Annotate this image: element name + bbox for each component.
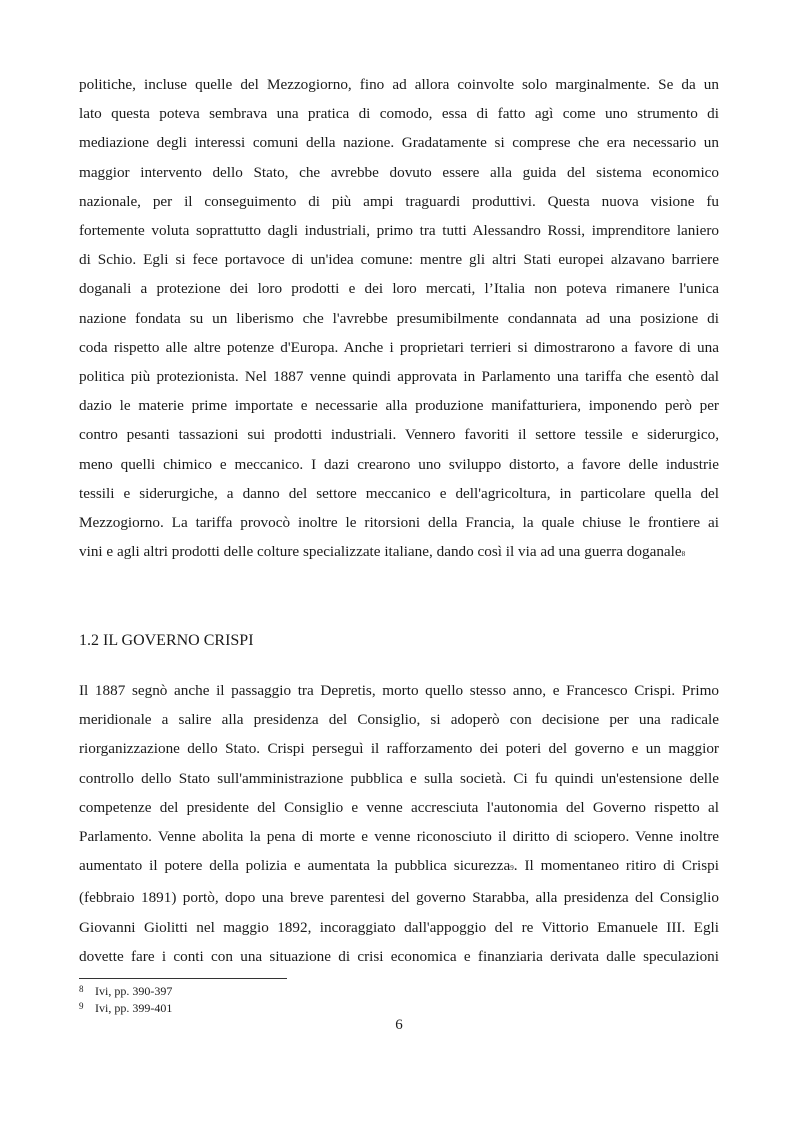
text-line: competenze del presidente del Consiglio e venne accresciuta l'autonomia del Governo rispetto al <box>79 798 719 816</box>
text-line: doganali a protezione dei loro prodotti e dei loro mercati, l’Italia non poteva rimanere l'unica <box>79 280 719 298</box>
text-line: tessili e siderurgiche, a danno del settore meccanico e dell'agricoltura, in particolare quella del <box>79 484 719 502</box>
footnotes <box>79 982 172 1016</box>
text-line-last <box>79 537 719 569</box>
text-line: nazione fondata su un liberismo che l'avrebbe presumibilmente condannata ad una posizione di <box>79 309 719 327</box>
section-heading: 1.2 IL GOVERNO CRISPI <box>79 632 254 649</box>
text-line-content: . Il momentaneo ritiro di Crispi <box>513 857 719 875</box>
text-line: politiche, incluse quelle del Mezzogiorno, fino ad allora coinvolte solo marginalmente. Se da un <box>79 76 719 93</box>
text-line: mediazione degli interessi comuni della nazione. Gradatamente si comprese che era necessario un <box>79 134 719 152</box>
text-line: Mezzogiorno. La tariffa provocò inoltre le ritorsioni della Francia, la quale chiuse le frontiere ai <box>79 514 719 532</box>
footnote-reference[interactable]: 9 <box>510 864 514 873</box>
text-line: dovette fare i conti con una situazione di crisi economica e finanziaria derivata dalle speculazioni <box>79 947 719 965</box>
page-number: 6 <box>395 1017 403 1033</box>
text-line: coda rispetto alle altre potenze d'Europa. Anche i proprietari terrieri si dimostrarono a favore di una <box>79 338 719 356</box>
text-line-content: vini e agli altri prodotti delle colture specializzate italiane, dando così il via ad una guerra doganale <box>79 543 682 561</box>
footnote-reference[interactable]: 8 <box>681 550 686 559</box>
footnote-number: 9 <box>79 1001 84 1011</box>
footnote-item <box>79 999 172 1016</box>
text-line: contro pesanti tassazioni sui prodotti industriali. Vennero favoriti il settore tessile e siderurgico, <box>79 426 719 444</box>
footnote-text: Ivi, pp. 390-397 <box>95 984 173 998</box>
text-line: Parlamento. Venne abolita la pena di morte e venne riconosciuto il diritto di sciopero. Venne inoltre <box>79 828 719 846</box>
footnote-text: Ivi, pp. 399-401 <box>95 1001 173 1015</box>
text-line: Il 1887 segnò anche il passaggio tra Depretis, morto quello stesso anno, e Francesco Crispi. Primo <box>79 682 719 699</box>
document-page <box>79 70 719 1033</box>
text-line-content: aumentato il potere della polizia e aumentata la pubblica sicurezza <box>79 857 511 875</box>
footnote-item <box>79 982 172 999</box>
paragraph-2 <box>79 676 719 971</box>
text-line: di Schio. Egli si fece portavoce di un'idea comune: mentre gli altri Stati europei alzavano barriere <box>79 251 719 269</box>
text-line: controllo dello Stato sull'amministrazione pubblica e sulla società. Ci fu quindi un'estensione delle <box>79 769 719 787</box>
text-line: nazionale, per il conseguimento di più ampi traguardi produttivi. Questa nuova visione fu <box>79 192 719 210</box>
text-line: fortemente voluta soprattutto dagli industriali, primo tra tutti Alessandro Rossi, imprenditore laniero <box>79 222 719 240</box>
text-line: politica più protezionista. Nel 1887 venne quindi approvata in Parlamento una tariffa che esentò dal <box>79 368 719 386</box>
text-line: meridionale a salire alla presidenza del Consiglio, si adoperò con decisione per una radicale <box>79 711 719 729</box>
text-line: Giovanni Giolitti nel maggio 1892, incoraggiato dall'appoggio del re Vittorio Emanuele III. Egli <box>79 918 719 936</box>
text-line: (febbraio 1891) portò, dopo una breve parentesi del governo Starabba, alla presidenza del Consiglio <box>79 889 719 907</box>
text-line: maggior intervento dello Stato, che avrebbe dovuto essere alla guida del sistema economico <box>79 163 719 181</box>
paragraph-1 <box>79 70 719 569</box>
text-line: meno quelli chimico e meccanico. I dazi crearono uno sviluppo distorto, a favore delle industrie <box>79 455 719 473</box>
text-line: lato questa poteva sembrava una pratica di comodo, essa di fatto agì come uno strumento di <box>79 105 719 123</box>
text-line: dazio le materie prime importate e necessarie alla produzione manifatturiera, imponendo però per <box>79 397 719 415</box>
text-line: riorganizzazione dello Stato. Crispi perseguì il rafforzamento dei poteri del governo e un maggior <box>79 740 719 758</box>
footnote-separator <box>79 978 287 979</box>
footnote-number: 8 <box>79 984 84 994</box>
text-line <box>79 851 719 883</box>
